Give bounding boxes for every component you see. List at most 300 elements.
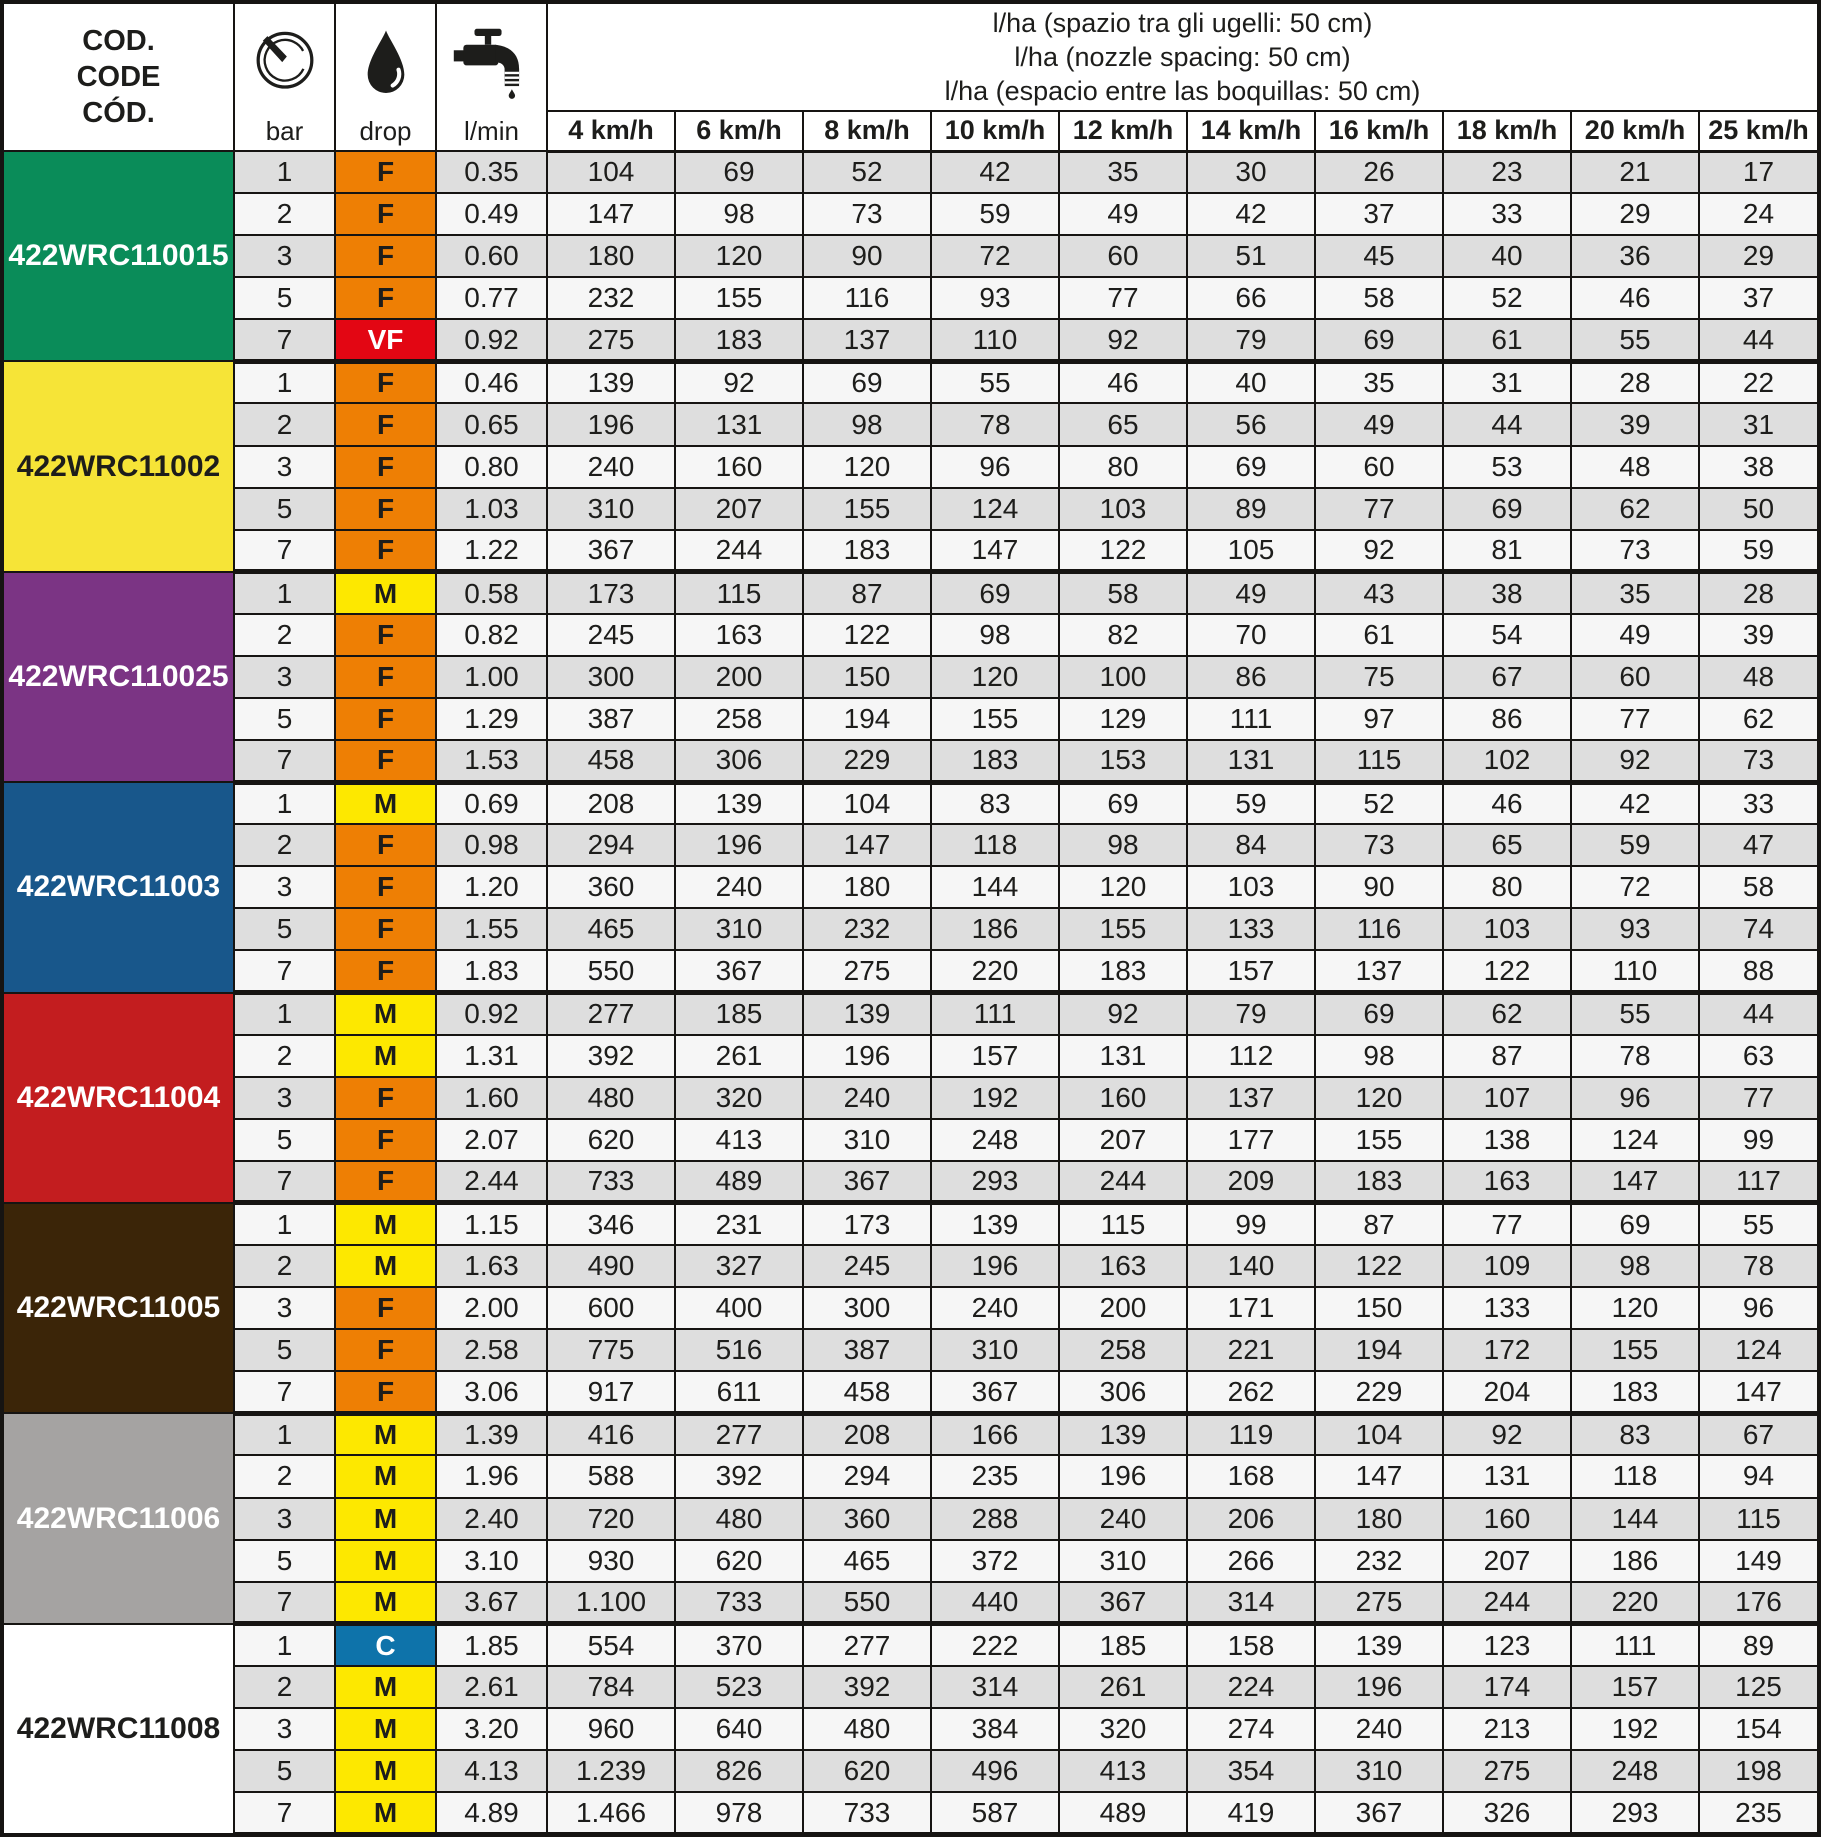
lha-value-cell: 59 xyxy=(1571,824,1699,866)
lha-value-cell: 489 xyxy=(675,1161,803,1203)
flow-lmin-cell: 0.65 xyxy=(436,403,547,445)
lha-value-cell: 125 xyxy=(1699,1666,1819,1708)
lha-value-cell: 96 xyxy=(1571,1077,1699,1119)
lha-value-cell: 69 xyxy=(1315,993,1443,1035)
lha-value-cell: 103 xyxy=(1059,488,1187,530)
drop-size-class-cell: M xyxy=(335,1203,436,1245)
lha-value-cell: 775 xyxy=(547,1329,675,1371)
lha-value-cell: 104 xyxy=(1315,1413,1443,1455)
pressure-bar-cell: 1 xyxy=(234,1203,335,1245)
lha-value-cell: 111 xyxy=(931,993,1059,1035)
lha-value-cell: 360 xyxy=(803,1498,931,1540)
lha-header-line-it: l/ha (spazio tra gli ugelli: 50 cm) xyxy=(992,8,1373,39)
lha-value-cell: 129 xyxy=(1059,698,1187,740)
lha-value-cell: 173 xyxy=(547,572,675,614)
drop-size-class-cell: M xyxy=(335,1750,436,1792)
drop-size-class-cell: F xyxy=(335,614,436,656)
lha-value-cell: 392 xyxy=(547,1035,675,1077)
lha-value-cell: 523 xyxy=(675,1666,803,1708)
pressure-bar-cell: 5 xyxy=(234,908,335,950)
pressure-bar-cell: 7 xyxy=(234,1792,335,1834)
lha-value-cell: 69 xyxy=(1187,446,1315,488)
lha-value-cell: 160 xyxy=(1443,1498,1571,1540)
lha-value-cell: 147 xyxy=(803,824,931,866)
lha-value-cell: 206 xyxy=(1187,1498,1315,1540)
nozzle-data-row xyxy=(2,1750,1819,1792)
lha-value-cell: 124 xyxy=(1571,1119,1699,1161)
flow-lmin-cell: 3.10 xyxy=(436,1540,547,1582)
product-code-cell: 422WRC11008 xyxy=(2,1624,234,1835)
lha-value-cell: 244 xyxy=(675,530,803,572)
flow-lmin-cell: 2.07 xyxy=(436,1119,547,1161)
lha-value-cell: 172 xyxy=(1443,1329,1571,1371)
drop-size-class-cell: M xyxy=(335,1035,436,1077)
lha-value-cell: 39 xyxy=(1699,614,1819,656)
lha-value-cell: 163 xyxy=(1443,1161,1571,1203)
lha-value-cell: 33 xyxy=(1443,193,1571,235)
lha-value-cell: 49 xyxy=(1059,193,1187,235)
lha-value-cell: 458 xyxy=(803,1371,931,1413)
lha-value-cell: 131 xyxy=(1443,1455,1571,1497)
drop-size-class-cell: M xyxy=(335,1413,436,1455)
lha-value-cell: 118 xyxy=(931,824,1059,866)
lha-value-cell: 480 xyxy=(675,1498,803,1540)
drop-size-class-cell: F xyxy=(335,151,436,193)
lha-value-cell: 92 xyxy=(1571,740,1699,782)
nozzle-data-row xyxy=(2,698,1819,740)
lha-value-cell: 40 xyxy=(1187,361,1315,403)
lha-value-cell: 89 xyxy=(1699,1624,1819,1666)
lha-value-cell: 440 xyxy=(931,1582,1059,1624)
lha-value-cell: 465 xyxy=(547,908,675,950)
lha-value-cell: 93 xyxy=(931,277,1059,319)
lha-value-cell: 158 xyxy=(1187,1624,1315,1666)
drop-size-class-cell: F xyxy=(335,698,436,740)
lha-value-cell: 266 xyxy=(1187,1540,1315,1582)
lha-value-cell: 80 xyxy=(1443,866,1571,908)
pressure-bar-cell: 3 xyxy=(234,1708,335,1750)
lha-value-cell: 139 xyxy=(803,993,931,1035)
lha-value-cell: 196 xyxy=(931,1245,1059,1287)
code-label-line: CÓD. xyxy=(82,97,155,129)
lha-value-cell: 38 xyxy=(1699,446,1819,488)
lha-value-cell: 122 xyxy=(1059,530,1187,572)
lha-value-cell: 150 xyxy=(803,656,931,698)
lha-value-cell: 185 xyxy=(1059,1624,1187,1666)
lha-value-cell: 102 xyxy=(1443,740,1571,782)
lha-value-cell: 78 xyxy=(1571,1035,1699,1077)
nozzle-data-row xyxy=(2,1708,1819,1750)
lha-value-cell: 67 xyxy=(1699,1413,1819,1455)
lha-value-cell: 207 xyxy=(1443,1540,1571,1582)
lha-value-cell: 220 xyxy=(1571,1582,1699,1624)
lha-value-cell: 300 xyxy=(803,1287,931,1329)
lha-value-cell: 392 xyxy=(803,1666,931,1708)
pressure-bar-cell: 2 xyxy=(234,1035,335,1077)
drop-size-class-cell: F xyxy=(335,446,436,488)
speed-header-8kmh: 8 km/h xyxy=(803,111,931,151)
lha-value-cell: 310 xyxy=(1059,1540,1187,1582)
lha-value-cell: 155 xyxy=(931,698,1059,740)
lha-value-cell: 400 xyxy=(675,1287,803,1329)
lha-value-cell: 96 xyxy=(931,446,1059,488)
lha-value-cell: 83 xyxy=(1571,1413,1699,1455)
lha-value-cell: 171 xyxy=(1187,1287,1315,1329)
lha-value-cell: 516 xyxy=(675,1329,803,1371)
lha-value-cell: 245 xyxy=(803,1245,931,1287)
lha-value-cell: 232 xyxy=(803,908,931,950)
lha-value-cell: 163 xyxy=(1059,1245,1187,1287)
flow-lmin-cell: 1.03 xyxy=(436,488,547,530)
flow-lmin-cell: 1.29 xyxy=(436,698,547,740)
lha-value-cell: 122 xyxy=(1443,950,1571,992)
drop-size-class-cell: M xyxy=(335,572,436,614)
lha-value-cell: 103 xyxy=(1443,908,1571,950)
lha-value-cell: 155 xyxy=(803,488,931,530)
pressure-bar-cell: 7 xyxy=(234,1371,335,1413)
lha-value-cell: 98 xyxy=(1571,1245,1699,1287)
lha-value-cell: 50 xyxy=(1699,488,1819,530)
lha-value-cell: 74 xyxy=(1699,908,1819,950)
lha-value-cell: 235 xyxy=(1699,1792,1819,1834)
lha-value-cell: 123 xyxy=(1443,1624,1571,1666)
lha-value-cell: 367 xyxy=(1059,1582,1187,1624)
lha-value-cell: 600 xyxy=(547,1287,675,1329)
flow-lmin-cell: 2.44 xyxy=(436,1161,547,1203)
flow-lmin-cell: 0.49 xyxy=(436,193,547,235)
lha-value-cell: 327 xyxy=(675,1245,803,1287)
drop-size-class-cell: M xyxy=(335,1540,436,1582)
nozzle-data-row xyxy=(2,1498,1819,1540)
lha-value-cell: 39 xyxy=(1571,403,1699,445)
nozzle-data-row xyxy=(2,1413,1819,1455)
lha-value-cell: 29 xyxy=(1699,235,1819,277)
lha-value-cell: 300 xyxy=(547,656,675,698)
lha-value-cell: 138 xyxy=(1443,1119,1571,1161)
nozzle-data-row xyxy=(2,403,1819,445)
nozzle-data-row xyxy=(2,656,1819,698)
flow-lmin-cell: 1.63 xyxy=(436,1245,547,1287)
lha-value-cell: 185 xyxy=(675,993,803,1035)
lha-value-cell: 35 xyxy=(1315,361,1443,403)
drop-size-class-cell: M xyxy=(335,782,436,824)
lha-value-cell: 221 xyxy=(1187,1329,1315,1371)
nozzle-data-row xyxy=(2,1203,1819,1245)
nozzle-data-row xyxy=(2,151,1819,193)
lha-value-cell: 160 xyxy=(1059,1077,1187,1119)
lha-value-cell: 587 xyxy=(931,1792,1059,1834)
lha-value-cell: 78 xyxy=(931,403,1059,445)
lha-value-cell: 196 xyxy=(675,824,803,866)
flow-lmin-cell: 0.98 xyxy=(436,824,547,866)
lha-value-cell: 98 xyxy=(803,403,931,445)
lha-value-cell: 220 xyxy=(931,950,1059,992)
pressure-bar-cell: 3 xyxy=(234,866,335,908)
lha-value-cell: 87 xyxy=(1443,1035,1571,1077)
lha-value-cell: 52 xyxy=(1443,277,1571,319)
lha-value-cell: 360 xyxy=(547,866,675,908)
drop-icon xyxy=(360,4,412,116)
drop-size-class-cell: F xyxy=(335,740,436,782)
lha-value-cell: 90 xyxy=(1315,866,1443,908)
nozzle-data-row xyxy=(2,1035,1819,1077)
lha-value-cell: 196 xyxy=(547,403,675,445)
product-code-cell: 422WRC11003 xyxy=(2,782,234,992)
lha-value-cell: 183 xyxy=(803,530,931,572)
flow-lmin-cell: 3.06 xyxy=(436,1371,547,1413)
lha-value-cell: 60 xyxy=(1059,235,1187,277)
pressure-bar-cell: 1 xyxy=(234,1413,335,1455)
lha-value-cell: 120 xyxy=(931,656,1059,698)
nozzle-data-row xyxy=(2,1582,1819,1624)
lha-value-cell: 29 xyxy=(1571,193,1699,235)
lha-value-cell: 110 xyxy=(931,319,1059,361)
lha-value-cell: 111 xyxy=(1571,1624,1699,1666)
lha-value-cell: 120 xyxy=(1315,1077,1443,1119)
drop-size-class-cell: F xyxy=(335,1161,436,1203)
flow-lmin-cell: 1.85 xyxy=(436,1624,547,1666)
lha-value-cell: 157 xyxy=(1187,950,1315,992)
drop-unit-label: drop xyxy=(359,116,412,146)
lha-value-cell: 611 xyxy=(675,1371,803,1413)
lha-value-cell: 387 xyxy=(547,698,675,740)
lha-value-cell: 183 xyxy=(931,740,1059,782)
lha-value-cell: 131 xyxy=(675,403,803,445)
lha-value-cell: 177 xyxy=(1187,1119,1315,1161)
lha-value-cell: 42 xyxy=(1571,782,1699,824)
lha-value-cell: 92 xyxy=(1315,530,1443,572)
lha-value-cell: 208 xyxy=(547,782,675,824)
pressure-bar-cell: 3 xyxy=(234,656,335,698)
drop-size-class-cell: F xyxy=(335,361,436,403)
lha-value-cell: 89 xyxy=(1187,488,1315,530)
product-code-cell: 422WRC110025 xyxy=(2,572,234,782)
lha-value-cell: 720 xyxy=(547,1498,675,1540)
lha-value-cell: 44 xyxy=(1699,993,1819,1035)
pressure-bar-cell: 3 xyxy=(234,1287,335,1329)
lha-value-cell: 155 xyxy=(1059,908,1187,950)
lha-value-cell: 232 xyxy=(547,277,675,319)
lha-value-cell: 192 xyxy=(1571,1708,1699,1750)
lha-value-cell: 111 xyxy=(1187,698,1315,740)
lha-value-cell: 261 xyxy=(1059,1666,1187,1708)
lha-value-cell: 413 xyxy=(1059,1750,1187,1792)
drop-size-class-cell: M xyxy=(335,1245,436,1287)
pressure-bar-cell: 2 xyxy=(234,824,335,866)
pressure-bar-cell: 1 xyxy=(234,1624,335,1666)
lha-value-cell: 392 xyxy=(675,1455,803,1497)
lha-value-cell: 70 xyxy=(1187,614,1315,656)
lha-value-cell: 63 xyxy=(1699,1035,1819,1077)
nozzle-data-row xyxy=(2,1455,1819,1497)
lmin-unit-label: l/min xyxy=(464,116,519,146)
lha-value-cell: 1.466 xyxy=(547,1792,675,1834)
lha-value-cell: 100 xyxy=(1059,656,1187,698)
flow-lmin-cell: 1.53 xyxy=(436,740,547,782)
drop-size-class-cell: F xyxy=(335,824,436,866)
lha-value-cell: 58 xyxy=(1059,572,1187,614)
lha-value-cell: 60 xyxy=(1315,446,1443,488)
lha-value-cell: 194 xyxy=(803,698,931,740)
lha-value-cell: 49 xyxy=(1571,614,1699,656)
lha-value-cell: 367 xyxy=(547,530,675,572)
lha-value-cell: 180 xyxy=(547,235,675,277)
lha-value-cell: 490 xyxy=(547,1245,675,1287)
drop-size-class-cell: M xyxy=(335,993,436,1035)
lha-value-cell: 120 xyxy=(1571,1287,1699,1329)
lha-value-cell: 294 xyxy=(803,1455,931,1497)
lha-value-cell: 183 xyxy=(1315,1161,1443,1203)
pressure-bar-cell: 5 xyxy=(234,488,335,530)
lha-value-cell: 42 xyxy=(1187,193,1315,235)
lha-value-cell: 240 xyxy=(931,1287,1059,1329)
flow-lmin-cell: 4.13 xyxy=(436,1750,547,1792)
lha-value-cell: 310 xyxy=(547,488,675,530)
nozzle-data-row xyxy=(2,950,1819,992)
lha-value-cell: 160 xyxy=(675,446,803,488)
lha-value-cell: 384 xyxy=(931,1708,1059,1750)
lha-value-cell: 917 xyxy=(547,1371,675,1413)
lha-value-cell: 55 xyxy=(1571,993,1699,1035)
lha-value-cell: 200 xyxy=(675,656,803,698)
nozzle-data-row xyxy=(2,1792,1819,1834)
lha-value-cell: 31 xyxy=(1699,403,1819,445)
lha-value-cell: 367 xyxy=(931,1371,1059,1413)
lha-value-cell: 144 xyxy=(1571,1498,1699,1540)
speed-header-18kmh: 18 km/h xyxy=(1443,111,1571,151)
lha-value-cell: 86 xyxy=(1187,656,1315,698)
lha-value-cell: 274 xyxy=(1187,1708,1315,1750)
flow-lmin-cell: 2.61 xyxy=(436,1666,547,1708)
table-header xyxy=(2,2,1819,151)
lha-value-cell: 387 xyxy=(803,1329,931,1371)
lha-value-cell: 73 xyxy=(1699,740,1819,782)
lha-value-cell: 46 xyxy=(1443,782,1571,824)
flow-lmin-cell: 0.69 xyxy=(436,782,547,824)
lha-value-cell: 30 xyxy=(1187,151,1315,193)
lha-value-cell: 277 xyxy=(803,1624,931,1666)
pressure-bar-cell: 1 xyxy=(234,361,335,403)
drop-size-class-cell: M xyxy=(335,1582,436,1624)
pressure-bar-cell: 1 xyxy=(234,993,335,1035)
lha-value-cell: 124 xyxy=(931,488,1059,530)
pressure-bar-cell: 2 xyxy=(234,1666,335,1708)
lha-value-cell: 73 xyxy=(1571,530,1699,572)
lha-value-cell: 80 xyxy=(1059,446,1187,488)
lha-value-cell: 275 xyxy=(803,950,931,992)
lha-value-cell: 79 xyxy=(1187,319,1315,361)
lha-value-cell: 207 xyxy=(675,488,803,530)
lha-value-cell: 147 xyxy=(1571,1161,1699,1203)
speed-header-25kmh: 25 km/h xyxy=(1699,111,1819,151)
lha-value-cell: 122 xyxy=(803,614,931,656)
lha-value-cell: 53 xyxy=(1443,446,1571,488)
lha-value-cell: 69 xyxy=(931,572,1059,614)
lha-value-cell: 733 xyxy=(675,1582,803,1624)
lha-value-cell: 48 xyxy=(1571,446,1699,488)
flow-lmin-cell: 1.39 xyxy=(436,1413,547,1455)
code-label-line: CODE xyxy=(76,61,161,93)
flow-lmin-cell: 0.35 xyxy=(436,151,547,193)
flow-lmin-cell: 1.22 xyxy=(436,530,547,572)
lha-value-cell: 150 xyxy=(1315,1287,1443,1329)
lha-value-cell: 1.100 xyxy=(547,1582,675,1624)
lha-value-cell: 196 xyxy=(1315,1666,1443,1708)
lha-value-cell: 163 xyxy=(675,614,803,656)
nozzle-data-row xyxy=(2,614,1819,656)
flow-lmin-cell: 0.92 xyxy=(436,993,547,1035)
pressure-bar-cell: 3 xyxy=(234,1077,335,1119)
lha-value-cell: 84 xyxy=(1187,824,1315,866)
pressure-bar-cell: 5 xyxy=(234,277,335,319)
lha-value-cell: 99 xyxy=(1699,1119,1819,1161)
lha-value-cell: 147 xyxy=(547,193,675,235)
drop-size-class-cell: F xyxy=(335,235,436,277)
lha-value-cell: 248 xyxy=(931,1119,1059,1161)
lha-value-cell: 77 xyxy=(1571,698,1699,740)
flow-lmin-cell: 1.83 xyxy=(436,950,547,992)
lha-value-cell: 119 xyxy=(1187,1413,1315,1455)
lha-value-cell: 166 xyxy=(931,1413,1059,1455)
lha-value-cell: 58 xyxy=(1315,277,1443,319)
flow-lmin-cell: 2.00 xyxy=(436,1287,547,1329)
lha-value-cell: 550 xyxy=(547,950,675,992)
lha-value-cell: 354 xyxy=(1187,1750,1315,1792)
drop-size-class-cell: F xyxy=(335,950,436,992)
lha-value-cell: 496 xyxy=(931,1750,1059,1792)
lha-value-cell: 72 xyxy=(931,235,1059,277)
lha-value-cell: 620 xyxy=(803,1750,931,1792)
lha-value-cell: 81 xyxy=(1443,530,1571,572)
lha-value-cell: 59 xyxy=(931,193,1059,235)
speed-header-16kmh: 16 km/h xyxy=(1315,111,1443,151)
lha-value-cell: 96 xyxy=(1699,1287,1819,1329)
pressure-bar-cell: 3 xyxy=(234,1498,335,1540)
flow-lmin-cell: 0.92 xyxy=(436,319,547,361)
lha-value-cell: 154 xyxy=(1699,1708,1819,1750)
lha-value-cell: 105 xyxy=(1187,530,1315,572)
lha-value-cell: 310 xyxy=(931,1329,1059,1371)
lha-value-cell: 67 xyxy=(1443,656,1571,698)
nozzle-data-row xyxy=(2,446,1819,488)
pressure-bar-cell: 7 xyxy=(234,1161,335,1203)
flow-lmin-cell: 1.96 xyxy=(436,1455,547,1497)
lha-value-cell: 77 xyxy=(1059,277,1187,319)
lha-value-cell: 46 xyxy=(1571,277,1699,319)
lha-value-cell: 186 xyxy=(931,908,1059,950)
bar-unit-label: bar xyxy=(265,116,304,146)
lha-value-cell: 733 xyxy=(803,1792,931,1834)
lha-value-cell: 107 xyxy=(1443,1077,1571,1119)
lha-value-cell: 155 xyxy=(675,277,803,319)
lha-value-cell: 35 xyxy=(1059,151,1187,193)
lha-value-cell: 139 xyxy=(547,361,675,403)
lha-value-cell: 157 xyxy=(931,1035,1059,1077)
lha-value-cell: 240 xyxy=(547,446,675,488)
drop-size-class-cell: C xyxy=(335,1624,436,1666)
drop-size-class-cell: M xyxy=(335,1455,436,1497)
lha-value-cell: 52 xyxy=(1315,782,1443,824)
lha-value-cell: 207 xyxy=(1059,1119,1187,1161)
pressure-bar-cell: 2 xyxy=(234,1245,335,1287)
lha-value-cell: 419 xyxy=(1187,1792,1315,1834)
lha-value-cell: 43 xyxy=(1315,572,1443,614)
lha-value-cell: 31 xyxy=(1443,361,1571,403)
lha-value-cell: 320 xyxy=(675,1077,803,1119)
lha-value-cell: 240 xyxy=(803,1077,931,1119)
lha-value-cell: 245 xyxy=(547,614,675,656)
lha-value-cell: 110 xyxy=(1571,950,1699,992)
